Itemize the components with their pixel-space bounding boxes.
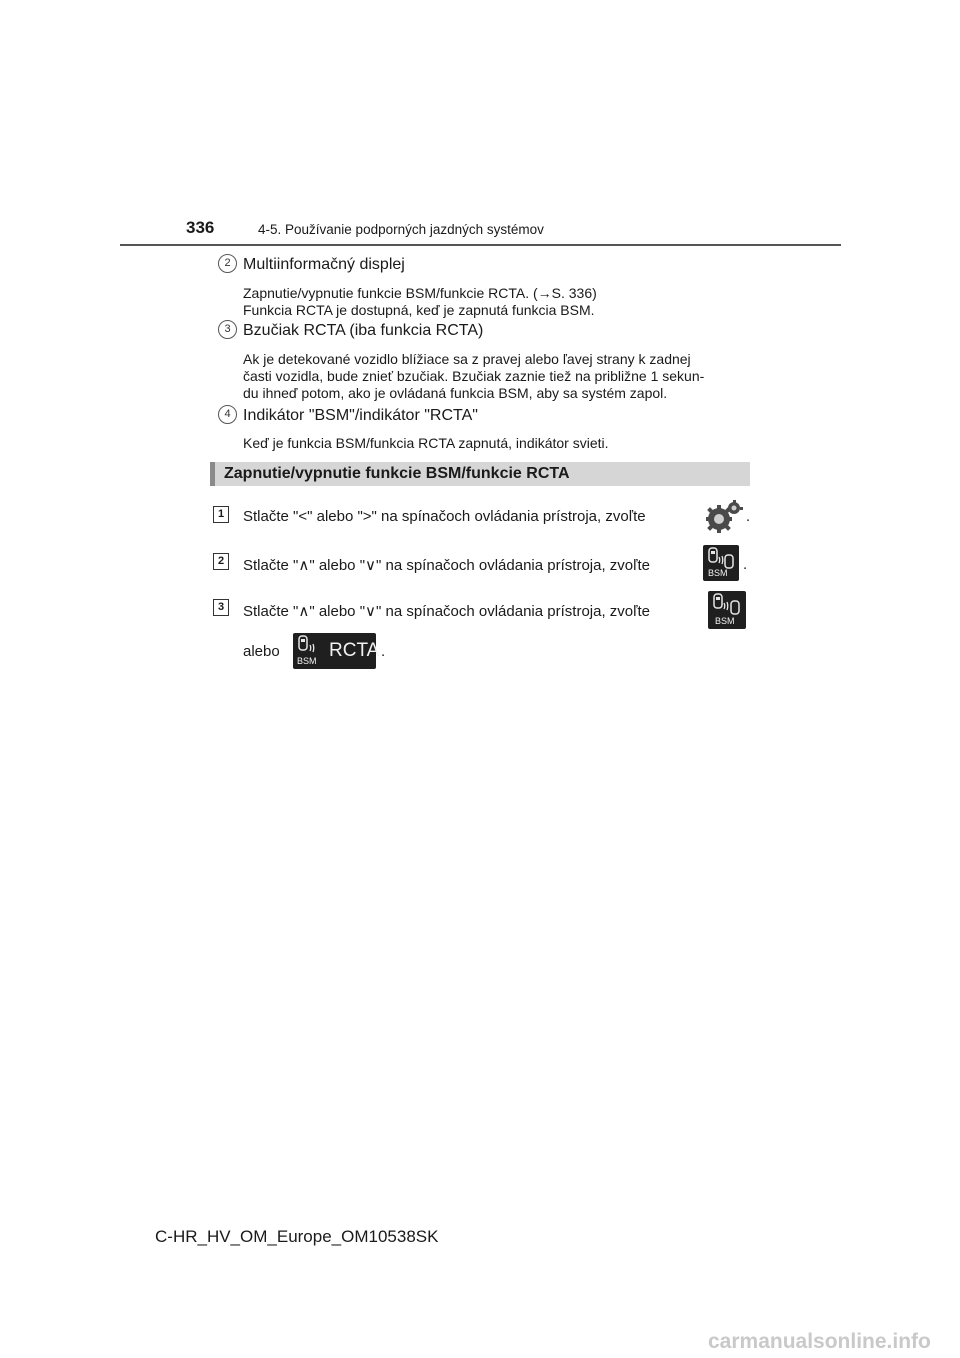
step-text: Stlačte "<" alebo ">" na spínačoch ovládania prístroja, zvoľte xyxy=(243,508,646,525)
section-heading-accent xyxy=(210,462,215,486)
item-description-line: časti vozidla, bude znieť bzučiak. Bzučiak zaznie tiež na približne 1 sekun- xyxy=(243,368,705,384)
header-divider xyxy=(120,244,841,246)
bsm-rcta-icon xyxy=(293,633,380,669)
step-text-continuation: alebo xyxy=(243,643,280,660)
step-number-3: 3 xyxy=(213,599,229,616)
item-title-rcta-buzzer: Bzučiak RCTA (iba funkcia RCTA) xyxy=(243,322,484,339)
rcta-icon-label: RCTA xyxy=(329,640,380,661)
bsm-icon xyxy=(708,591,746,629)
bsm-icon xyxy=(703,545,739,581)
gear-icon xyxy=(703,500,743,534)
step-end-punctuation: . xyxy=(743,556,748,573)
item-description-line: Ak je detekované vozidlo blížiace sa z pravej alebo ľavej strany k zadnej xyxy=(243,351,691,367)
section-heading-bar xyxy=(210,462,750,486)
bsm-icon-label: BSM xyxy=(715,616,735,626)
item-title-bsm-rcta-indicator: Indikátor "BSM"/indikátor "RCTA" xyxy=(243,407,478,424)
item-description-line: du ihneď potom, ako je ovládaná funkcia BSM, aby sa systém zapol. xyxy=(243,385,668,401)
item-description-line: Funkcia RCTA je dostupná, keď je zapnutá funkcia BSM. xyxy=(243,302,595,318)
section-title: 4-5. Používanie podporných jazdných systémov xyxy=(258,222,544,237)
item-number-3: 3 xyxy=(218,320,237,339)
document-id: C-HR_HV_OM_Europe_OM10538SK xyxy=(155,1227,439,1246)
step-end-punctuation: . xyxy=(746,508,751,525)
item-number-4: 4 xyxy=(218,405,237,424)
item-description-line: Zapnutie/vypnutie funkcie BSM/funkcie RCTA. (→S. 336) xyxy=(243,285,597,301)
step-text: Stlačte "∧" alebo "∨" na spínačoch ovládania prístroja, zvoľte xyxy=(243,557,651,574)
item-number-2: 2 xyxy=(218,254,237,273)
bsm-icon-label: BSM xyxy=(297,656,317,666)
step-end-punctuation: . xyxy=(381,643,386,660)
step-number-1: 1 xyxy=(213,506,229,523)
page-number: 336 xyxy=(186,218,215,237)
watermark: carmanualsonline.info xyxy=(708,1330,931,1353)
step-number-2: 2 xyxy=(213,553,229,570)
step-text: Stlačte "∧" alebo "∨" na spínačoch ovládania prístroja, zvoľte xyxy=(243,603,651,620)
bsm-icon-label: BSM xyxy=(708,568,728,578)
section-heading-title: Zapnutie/vypnutie funkcie BSM/funkcie RCTA xyxy=(224,465,570,482)
item-description-line: Keď je funkcia BSM/funkcia RCTA zapnutá, indikátor svieti. xyxy=(243,435,609,451)
item-title-multiinformation-display: Multiinformačný displej xyxy=(243,256,405,273)
